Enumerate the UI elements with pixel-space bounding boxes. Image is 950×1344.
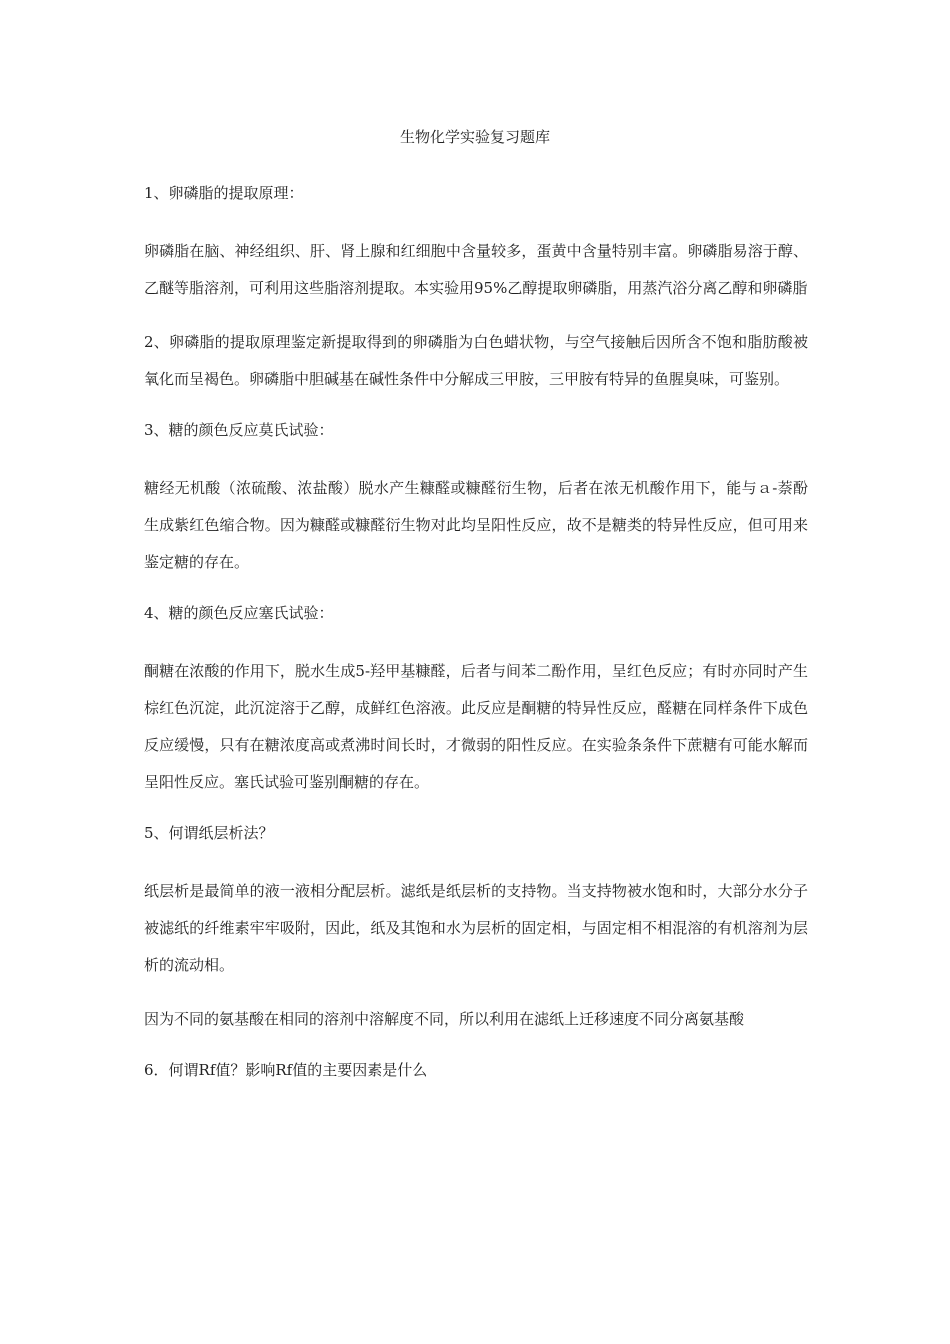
section-heading: 1、卵磷脂的提取原理： (144, 184, 304, 202)
section-paragraph: 糖经无机酸（浓硫酸、浓盐酸）脱水产生糠醛或糠醛衍生物，后者在浓无机酸作用下，能与ａ-萘酚生成紫红色缩合物。因为糠醛或糠醛衍生物对此均呈阳性反应，故不是糖类的特异性反应，但可用来鉴定糖的存在。 (144, 479, 808, 571)
section-paragraph: 因为不同的氨基酸在相同的溶剂中溶解度不同，所以利用在滤纸上迁移速度不同分离氨基酸 (144, 1010, 745, 1028)
page-title: 生物化学实验复习题库 (399, 128, 550, 146)
section-heading: 3、糖的颜色反应莫氏试验： (144, 421, 334, 439)
section-paragraph: 卵磷脂在脑、神经组织、肝、肾上腺和红细胞中含量较多，蛋黄中含量特别丰富。卵磷脂易溶于醇、乙醚等脂溶剂，可利用这些脂溶剂提取。本实验用95%乙醇提取卵磷脂，用蒸汽浴分离乙醇和卵磷脂 (144, 242, 808, 297)
section-paragraph: 2、卵磷脂的提取原理鉴定新提取得到的卵磷脂为白色蜡状物，与空气接触后因所含不饱和脂肪酸被氧化而呈褐色。卵磷脂中胆碱基在碱性条件中分解成三甲胺，三甲胺有特异的鱼腥臭味，可鉴别。 (144, 333, 808, 388)
document-body (144, 178, 808, 1085)
section-paragraph: 酮糖在浓酸的作用下，脱水生成5-羟甲基糠醛，后者与间苯二酚作用，呈红色反应；有时亦同时产生棕红色沉淀，此沉淀溶于乙醇，成鲜红色溶液。此反应是酮糖的特异性反应，醛糖在同样条件下成色反应缓慢，只有在糖浓度高或煮沸时间长时，才微弱的阳性反应。在实验条条件下蔗糖有可能水解而呈阳性反应。塞氏试验可鉴别酮糖的存在。 (144, 662, 808, 791)
section-paragraph: 纸层析是最简单的液一液相分配层析。滤纸是纸层析的支持物。当支持物被水饱和时，大部分水分子被滤纸的纤维素牢牢吸附，因此，纸及其饱和水为层析的固定相，与固定相不相混溶的有机溶剂为层析的流动相。 (144, 882, 808, 974)
section-heading: 4、糖的颜色反应塞氏试验： (144, 604, 334, 622)
section-heading: 5、何谓纸层析法？ (144, 824, 274, 842)
section-heading: 6．何谓Rf值？影响Rf值的主要因素是什么 (144, 1061, 428, 1079)
